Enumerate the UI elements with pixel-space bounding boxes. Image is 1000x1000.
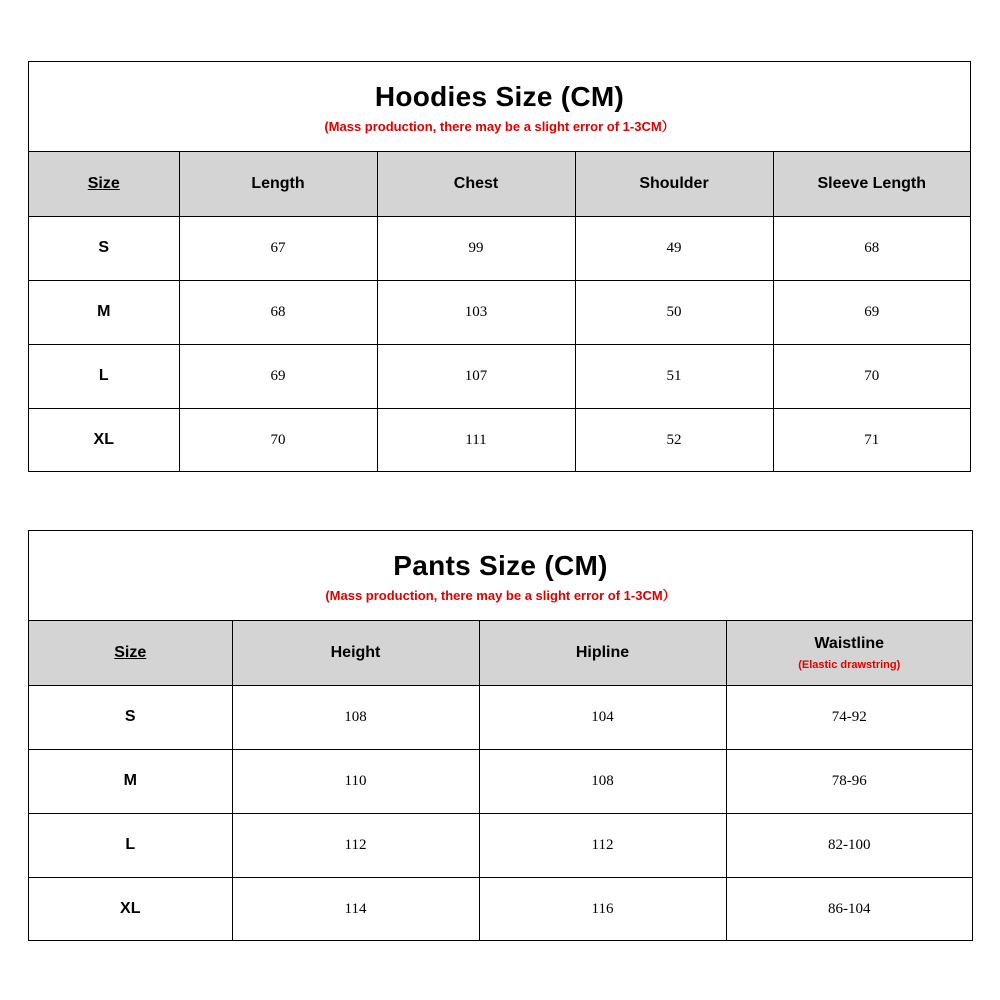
hipline-cell: 112 [479,813,726,877]
height-cell: 112 [232,813,479,877]
hipline-cell: 104 [479,685,726,749]
size-cell: L [29,344,179,408]
size-cell: M [29,280,179,344]
shoulder-cell: 50 [575,280,773,344]
sleeve-length-cell: 71 [864,431,880,448]
table-row [29,216,970,280]
hoodies-header-chest: Chest [377,152,575,216]
waistline-cell: 78-96 [726,749,972,813]
hoodies-header-length: Length [179,152,377,216]
size-cell: S [29,685,232,749]
hoodies-header-size: Size [29,152,179,216]
chest-cell: 107 [377,344,575,408]
hipline-cell: 108 [479,749,726,813]
waistline-label: Waistline [814,634,885,652]
length-cell: 69 [179,344,377,408]
sleeve-length-cell: 68 [773,216,970,280]
pants-size-table [29,621,972,941]
pants-header-waistline [726,621,972,685]
sleeve-length-cell: 70 [773,344,970,408]
waistline-cell: 74-92 [726,685,972,749]
chest-cell: 103 [377,280,575,344]
table-row [29,813,972,877]
table-row [29,685,972,749]
table-row [29,344,970,408]
shoulder-cell: 49 [575,216,773,280]
waistline-cell: 82-100 [726,813,972,877]
pants-chart-note: (Mass production, there may be a slight error of 1-3CM） [325,588,676,603]
hoodies-header-sleeve-length: Sleeve Length [773,152,970,216]
height-cell: 114 [232,877,479,941]
height-cell: 110 [232,749,479,813]
pants-header-row [29,621,972,685]
chest-cell: 99 [377,216,575,280]
chest-cell: 111 [377,408,575,472]
size-cell: XL [29,408,179,472]
pants-size-chart [28,530,973,941]
pants-header-height: Height [232,621,479,685]
pants-header-hipline: Hipline [479,621,726,685]
shoulder-cell: 51 [575,344,773,408]
shoulder-cell: 52 [575,408,773,472]
height-cell: 108 [232,685,479,749]
hoodies-size-table [29,152,970,472]
hipline-cell: 116 [479,877,726,941]
length-cell: 67 [179,216,377,280]
hoodies-header-row [29,152,970,216]
table-row [29,749,972,813]
size-cell: M [29,749,232,813]
hoodies-chart-note: (Mass production, there may be a slight error of 1-3CM） [324,119,675,134]
waistline-cell: 86-104 [828,900,871,917]
table-row [29,877,972,941]
hoodies-chart-header [29,62,970,152]
size-cell: L [29,813,232,877]
pants-chart-header [29,531,972,621]
table-row [29,280,970,344]
size-cell: XL [29,877,232,941]
pants-chart-title: Pants Size (CM) [393,550,608,581]
table-row [29,408,970,472]
sleeve-length-cell: 69 [773,280,970,344]
pants-header-size: Size [29,621,232,685]
hoodies-chart-title: Hoodies Size (CM) [374,81,625,112]
hoodies-size-chart [28,61,971,472]
hoodies-header-shoulder: Shoulder [575,152,773,216]
length-cell: 68 [179,280,377,344]
waistline-sub-label: (Elastic drawstring) [798,658,901,671]
size-cell: S [29,216,179,280]
length-cell: 70 [179,408,377,472]
